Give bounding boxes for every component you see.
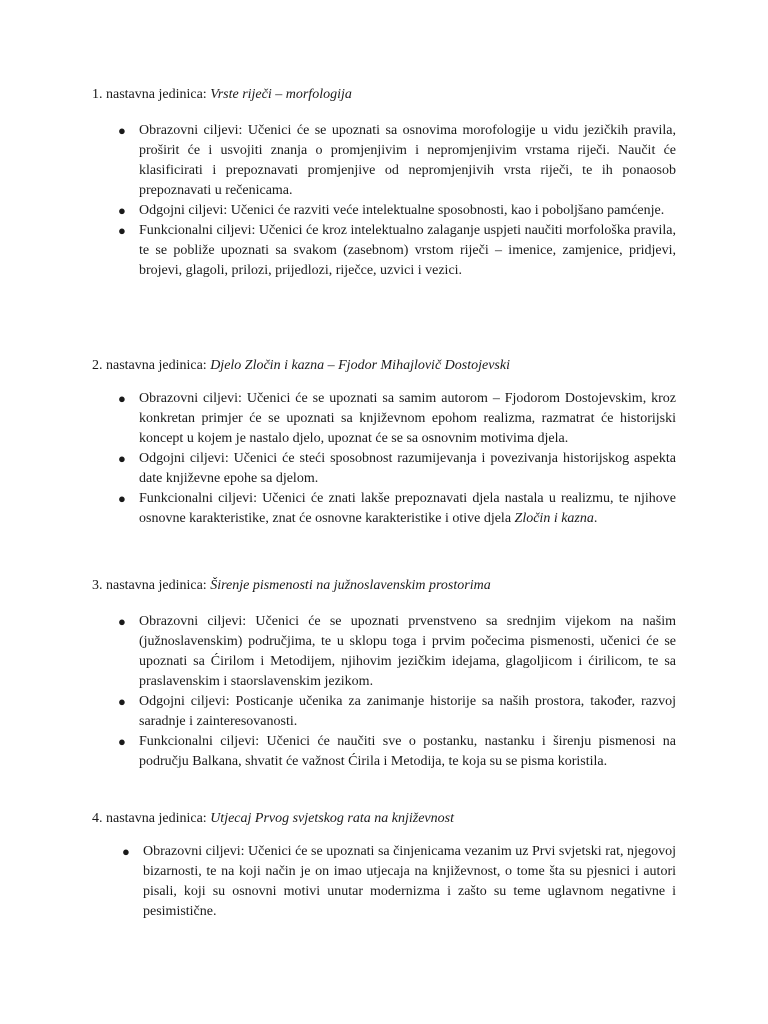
section-3-heading-title: Širenje pismenosti na južnoslavenskim prostorima — [210, 578, 491, 593]
bullet-dot-icon: ● — [118, 614, 126, 629]
section-4-list — [122, 842, 676, 922]
section-2-list — [118, 389, 676, 529]
section-3-heading-prefix: 3. nastavna jedinica: — [92, 578, 211, 593]
section-2-heading-prefix: 2. nastavna jedinica: — [92, 358, 211, 373]
section-2-heading-title: Djelo Zločin i kazna – Fjodor Mihajlovič Dostojevski — [210, 358, 510, 373]
list-item: ● Funkcionalni ciljevi: Učenici će kroz intelektualno zalaganje uspjeti naučiti morfološka pravila, te se pobliže upoznati sa svakom (zasebnom) vrstom riječi – imenice, zamjenice, pridjevi, brojevi, glagoli, prilozi, prijedlozi, riječce, uzvici i vezici. — [118, 223, 676, 278]
section-4-heading-prefix: 4. nastavna jedinica: — [92, 811, 211, 826]
bullet-dot-icon: ● — [118, 223, 126, 238]
section-1-heading-prefix: 1. nastavna jedinica: — [92, 87, 211, 102]
bullet-dot-icon: ● — [118, 123, 126, 138]
list-item: ● Funkcionalni ciljevi: Učenici će znati lakše prepoznavati djela nastala u realizmu, te njihove osnovne karakteristike, znat će osnovne karakteristike i otive djela Zločin i kazna. — [118, 491, 676, 526]
novel-title: Zločin i kazna — [514, 511, 594, 526]
list-item: ● Odgojni ciljevi: Posticanje učenika za zanimanje historije sa naših prostora, također, razvoj saradnje i zainteresovanosti. — [118, 694, 676, 729]
section-3-list — [118, 612, 676, 772]
list-item: ● Odgojni ciljevi: Učenici će steći sposobnost razumijevanja i povezivanja historijskog aspekta date književne epohe sa djelom. — [118, 451, 676, 486]
list-item: ● Obrazovni ciljevi: Učenici će se upoznati sa samim autorom – Fjodorom Dostojevskim, kroz konkretan primjer će se upoznati sa književnom epohom realizma, razmatrat će historijski koncept u kojem je nastalo djelo, upoznat će se sa osnovnim motivima djela. — [118, 391, 676, 446]
bullet-dot-icon: ● — [118, 491, 126, 506]
bullet-dot-icon: ● — [122, 844, 130, 859]
bullet-dot-icon: ● — [118, 391, 126, 406]
list-item: ● Obrazovni ciljevi: Učenici će se upoznati prvenstveno sa srednjim vijekom na našim (južnoslavenskim) područjima, te u sklopu toga i prvim počecima pismenosti, učenici će se upoznati sa Ćirilom i Metodijem, njihovim jezičkim idejama, glagoljicom i ćirilicom, te sa praslavenskim i staorslavenskim jezikom. — [118, 614, 676, 689]
bullet-dot-icon: ● — [118, 451, 126, 466]
bullet-dot-icon: ● — [118, 203, 126, 218]
list-item: ● Funkcionalni ciljevi: Učenici će naučiti sve o postanku, nastanku i širenju pismenosi na području Balkana, shvatit će važnost Ćirila i Metodija, te koja su se pisma koristila. — [118, 734, 676, 769]
section-4-heading-title: Utjecaj Prvog svjetskog rata na književnost — [210, 811, 454, 826]
section-4-heading — [92, 809, 454, 829]
list-item: ● Obrazovni ciljevi: Učenici će se upoznati sa osnovima morofologije u vidu jezičkih pravila, proširit će i usvojiti znanja o promjenjivim i nepromjenjivim vrstama riječi. Naučit će klasificirati i prepoznavati promjenjive od nepromjenjivih vrsta riječi, te ih ponaosob prepoznavati u rečenicama. — [118, 123, 676, 198]
list-item: ● Obrazovni ciljevi: Učenici će se upoznati sa činjenicama vezanim uz Prvi svjetski rat, njegovoj bizarnosti, te na koji način je on imao utjecaja na književnost, o tome šta su pjesnici i autori pisali, koji su osnovni motivi unutar modernizma i zašto su teme uglavnom negativne i pesimistične. — [122, 844, 676, 919]
section-1-heading — [92, 85, 352, 105]
bullet-dot-icon: ● — [118, 734, 126, 749]
section-2-heading — [92, 356, 510, 376]
list-item: ● Odgojni ciljevi: Učenici će razviti veće intelektualne sposobnosti, kao i poboljšano pamćenje. — [139, 201, 676, 221]
bullet-dot-icon: ● — [118, 694, 126, 709]
section-1-list — [118, 121, 676, 281]
section-3-heading — [92, 576, 491, 596]
section-1-heading-title: Vrste riječi – morfologija — [210, 87, 352, 102]
